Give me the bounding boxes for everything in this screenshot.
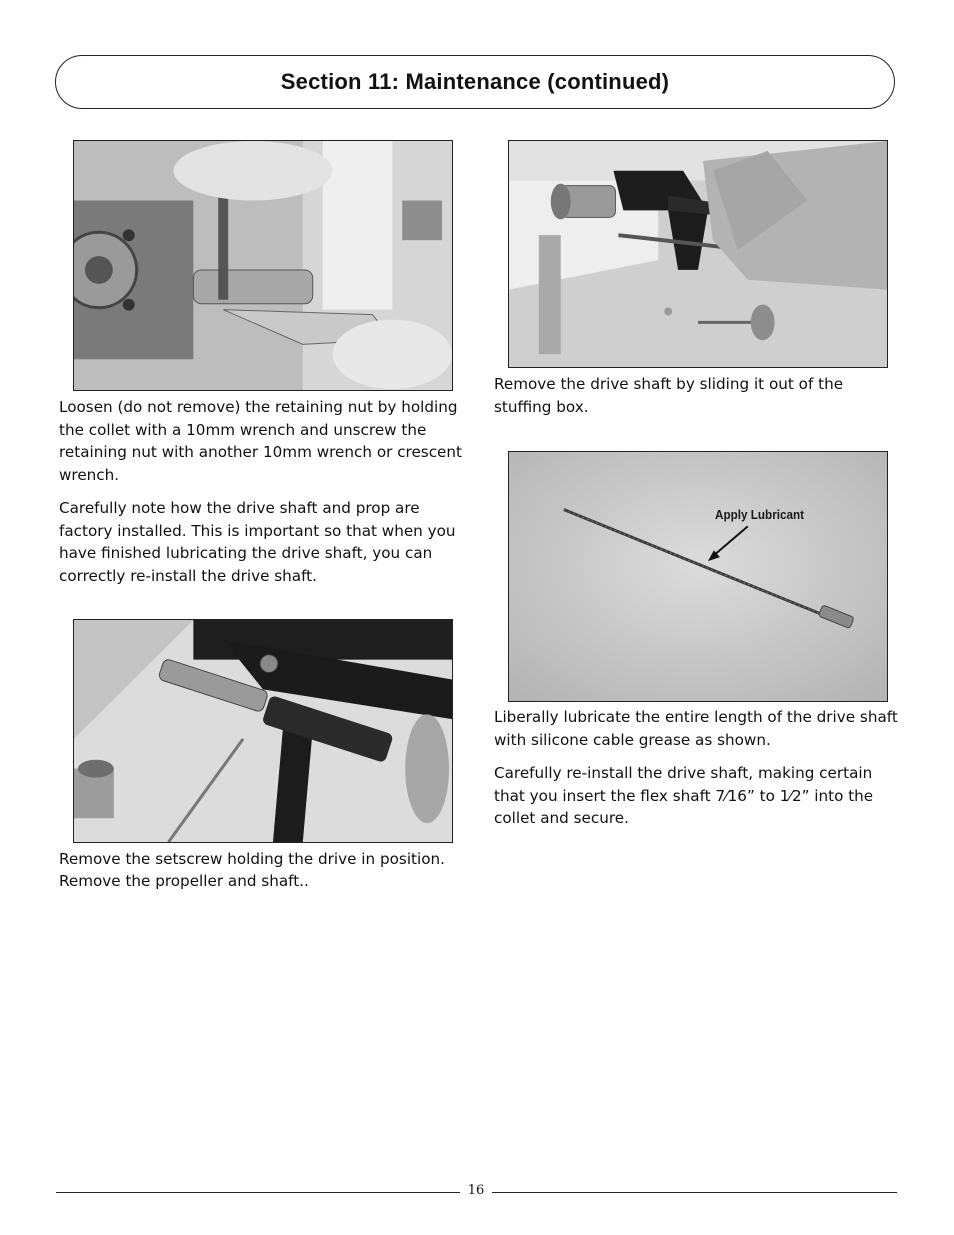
page-number: 16: [467, 1183, 485, 1198]
footer-rule-right: [492, 1192, 897, 1193]
apply-lubricant-label: Apply Lubricant: [715, 507, 805, 522]
photo4-caption: Liberally lubricate the entire length of the drive shaft with silicone cable grease as shown.: [494, 708, 898, 749]
photo3-caption: Remove the drive shaft by sliding it out of the stuffing box.: [494, 375, 844, 416]
footer-rule-left: [56, 1192, 460, 1193]
photo2-caption-line1: Remove the setscrew holding the drive in position.: [59, 850, 445, 868]
photo-apply-lubricant: [508, 451, 888, 702]
reinstall-note: Carefully re-install the drive shaft, making certain that you insert the flex shaft 7⁄16” to 1⁄2” into the collet and secure.: [494, 764, 874, 827]
photo1-caption: Loosen (do not remove) the retaining nut by holding the collet with a 10mm wrench and unscrew the retaining nut with another 10mm wrench or crescent wrench.: [59, 398, 462, 484]
photo-remove-drive-shaft: [508, 140, 888, 368]
photo2-caption-line2: Remove the propeller and shaft..: [59, 872, 309, 890]
photo-loosen-retaining-nut: [73, 140, 453, 391]
factory-install-note: Carefully note how the drive shaft and prop are factory installed. This is important so that when you have finished lubricating the drive shaft, you can correctly re-install the drive shaft.: [59, 499, 456, 585]
photo-remove-setscrew: [73, 619, 453, 843]
section-title: Section 11: Maintenance (continued): [280, 69, 670, 94]
section-header: [55, 55, 895, 109]
